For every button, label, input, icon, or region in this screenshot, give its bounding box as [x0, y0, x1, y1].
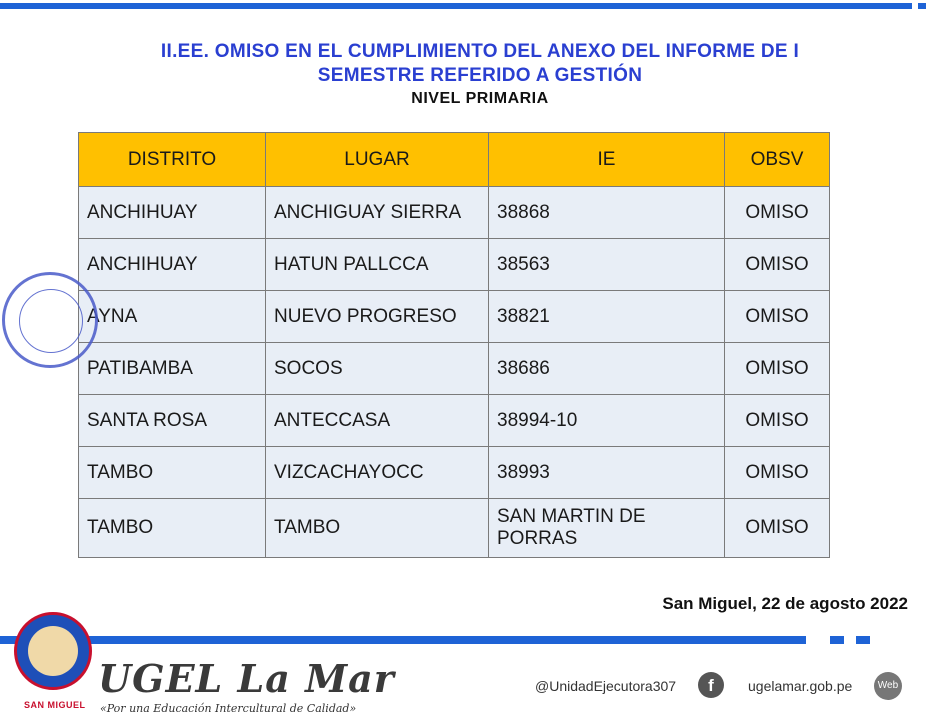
cell-obsv: OMISO: [725, 499, 830, 558]
table-row: [79, 343, 830, 395]
cell-ie: 38993: [489, 447, 725, 499]
facebook-icon[interactable]: f: [698, 672, 724, 698]
ugel-seal-logo: [14, 612, 92, 690]
cell-ie: 38563: [489, 239, 725, 291]
cell-lugar: VIZCACHAYOCC: [266, 447, 489, 499]
column-header-lugar: LUGAR: [266, 133, 489, 187]
table-row: [79, 291, 830, 343]
cell-lugar: HATUN PALLCCA: [266, 239, 489, 291]
table-row: [79, 447, 830, 499]
cell-obsv: OMISO: [725, 395, 830, 447]
cell-obsv: OMISO: [725, 343, 830, 395]
cell-lugar: SOCOS: [266, 343, 489, 395]
cell-lugar: NUEVO PROGRESO: [266, 291, 489, 343]
table-row: [79, 187, 830, 239]
cell-distrito: AYNA: [79, 291, 266, 343]
cell-ie: SAN MARTIN DE PORRAS: [489, 499, 725, 558]
cell-ie: 38686: [489, 343, 725, 395]
stamp-inner-ring: [19, 289, 83, 353]
column-header-distrito: DISTRITO: [79, 133, 266, 187]
cell-lugar: TAMBO: [266, 499, 489, 558]
cell-distrito: TAMBO: [79, 447, 266, 499]
cell-ie: 38994-10: [489, 395, 725, 447]
website-link[interactable]: ugelamar.gob.pe: [748, 678, 853, 694]
brand-slogan: «Por una Educación Intercultural de Calidad»: [100, 702, 357, 715]
cell-distrito: ANCHIHUAY: [79, 239, 266, 291]
table-row: [79, 239, 830, 291]
table-row: [79, 499, 830, 558]
cell-obsv: OMISO: [725, 291, 830, 343]
facebook-handle[interactable]: @UnidadEjecutora307: [535, 678, 677, 694]
document-date: San Miguel, 22 de agosto 2022: [662, 594, 908, 613]
column-header-obsv: OBSV: [725, 133, 830, 187]
cell-ie: 38868: [489, 187, 725, 239]
page-subtitle: NIVEL PRIMARIA: [411, 90, 549, 107]
cell-obsv: OMISO: [725, 187, 830, 239]
cell-ie: 38821: [489, 291, 725, 343]
cell-lugar: ANTECCASA: [266, 395, 489, 447]
cell-distrito: PATIBAMBA: [79, 343, 266, 395]
web-icon[interactable]: Web: [874, 672, 902, 700]
seal-emblem: [28, 626, 78, 676]
cell-distrito: SANTA ROSA: [79, 395, 266, 447]
table-row: [79, 395, 830, 447]
column-header-ie: IE: [489, 133, 725, 187]
brand-name: UGEL La Mar: [98, 656, 395, 701]
approval-stamp: [2, 272, 98, 368]
top-accent-bar: [0, 0, 938, 12]
cell-lugar: ANCHIGUAY SIERRA: [266, 187, 489, 239]
cell-obsv: OMISO: [725, 447, 830, 499]
cell-obsv: OMISO: [725, 239, 830, 291]
cell-distrito: ANCHIHUAY: [79, 187, 266, 239]
bottom-accent-bar: [0, 636, 938, 650]
page-title: [60, 40, 900, 88]
title-line-2: SEMESTRE REFERIDO A GESTIÓN: [317, 65, 643, 86]
title-line-1: II.EE. OMISO EN EL CUMPLIMIENTO DEL ANEXO DEL INFORME DE I: [160, 41, 800, 62]
table-header-row: [79, 133, 830, 187]
schools-table: [78, 132, 830, 558]
seal-caption: SAN MIGUEL: [24, 700, 86, 710]
cell-distrito: TAMBO: [79, 499, 266, 558]
